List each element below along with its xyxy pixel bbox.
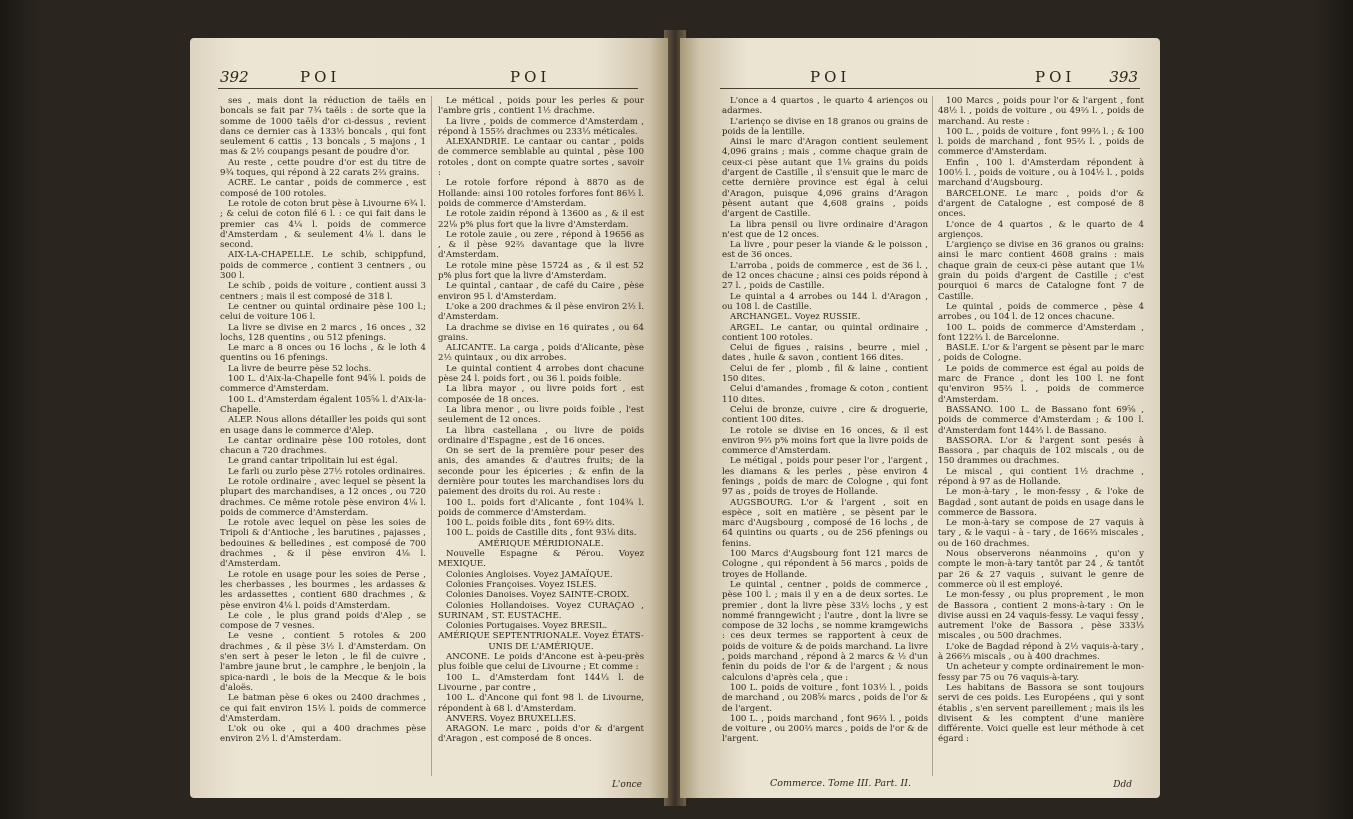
paragraph: Colonies Angloises. Voyez JAMAÏQUE. (446, 569, 613, 580)
paragraph: L'ok ou oke , qui a 400 drachmes pèse environ 2½ l. d'Amsterdam. (220, 724, 426, 745)
paragraph: La libra pensil ou livre ordinaire d'Aragon n'est que de 12 onces. (722, 219, 928, 240)
paragraph: 100 L. poids de voiture , font 103½ l. , poids de marchand , ou 208⅝ marcs , poids de l'or & de l'argent. (722, 682, 928, 714)
paragraph: Nous observerons néanmoins , qu'on y compte le mon-à-tary tantôt par 24 , & tantôt par 26 & 27 vaquis , suivant le genre de commerce où il est employé. (938, 549, 1144, 590)
right-running-head-1: POI (810, 68, 851, 86)
paragraph: La livre , poids de commerce d'Amsterdam , répond à 155⅔ drachmes ou 233⅓ méticales. (438, 116, 644, 137)
paragraph: Le vesne , contient 5 rotoles & 200 drachmes , & il pèse 3½ l. d'Amsterdam. On s'en sert à peser le leton , le fil de cuivre , l'ambre jaune brut , le camphre , le benjoin , la spica-nardi , le bois de la Mecque & le bois d'aloës. (220, 631, 426, 693)
right-footer: Commerce. Tome III. Part. II. (770, 778, 911, 789)
paragraph: 100 Marcs , poids pour l'or & l'argent , font 48½ l. , poids de voiture , ou 49⅔ l. , poids de marchand. Au reste : (938, 96, 1144, 127)
paragraph: La libra mayor , ou livre poids fort , est composée de 18 onces. (438, 384, 644, 405)
left-column-divider (431, 96, 432, 776)
paragraph: Le métical , poids pour les perles & pour l'ambre gris , contient 1½ drachme. (438, 96, 644, 117)
left-column-1 (220, 96, 426, 745)
paragraph: On se sert de la première pour peser des anis, des amandes & d'autres fruits; de la seconde pour les épiceries ; & enfin de la dernière pour toutes les marchandises lors du paiement des droits du roi. Au reste : (438, 446, 644, 498)
paragraph: L'once de 4 quartos , & le quarto de 4 argienços. (938, 219, 1144, 240)
paragraph: AIX-LA-CHAPELLE. Le schib, schippfund, poids de commerce , contient 3 centners , ou 300 l. (220, 250, 426, 282)
paragraph: Colonies Portugaises. Voyez BRESIL. (446, 621, 608, 632)
paragraph: La libra menor , ou livre poids foible , l'est seulement de 12 onces. (438, 404, 644, 426)
paragraph: L'oke de Bagdad répond à 2½ vaquis-à-tary , à 266⅔ miscals , ou à 400 drachmes. (938, 641, 1144, 663)
paragraph: Celui de figues , raisins , beurre , miel , dates , huile & savon , contient 166 dites. (722, 343, 928, 364)
paragraph: ARGEL. Le cantar, ou quintal ordinaire , contient 100 rotoles. (722, 322, 928, 343)
paragraph: ALEP. Nous allons détailler les poids qui sont en usage dans le commerce d'Alep. (220, 415, 426, 436)
paragraph: L'once a 4 quartos , le quarto 4 arienços ou adarmes. (722, 96, 928, 117)
paragraph: Le quintal , centner , poids de commerce , pèse 100 l. ; mais il y en a de deux sortes. Le premier , dont la livre pèse 33½ lochs , y est nommé franngewicht ; l'autre , dont la livre se compose de 32 lochs , se nomme kramgewichs : ces deux termes se rapportent à ceux de poids de voiture & de poids marchand. La livre , poids marchand , répond à 2 marcs & ½ d'un fenin du poids de l'or & de l'argent ; & nous calculons d'après cela , que : (722, 579, 928, 683)
paragraph: ACRE. Le cantar , poids de commerce , est composé de 100 rotoles. (220, 178, 426, 199)
paragraph: La libra castellana , ou livre de poids ordinaire d'Espagne , est de 16 onces. (438, 425, 644, 446)
paragraph: AMÉRIQUE MÉRIDIONALE. (478, 538, 604, 549)
paragraph: ARCHANGEL. Voyez RUSSIE. (730, 312, 861, 323)
paragraph: 100 Marcs d'Augsbourg font 121 marcs de Cologne , qui répondent à 56 marcs , poids de troyes de Hollande. (722, 549, 928, 580)
paragraph: Au reste , cette poudre d'or est du titre de 9¾ toques, qui répond à 22 carats 2⅔ grains. (220, 157, 426, 179)
left-running-head-1: POI (300, 68, 341, 86)
paragraph: L'arroba , poids de commerce , est de 36 l. , de 12 onces chacune ; ainsi ces poids répond à 27 l. , poids de Castille. (722, 260, 928, 292)
paragraph: Le farli ou zurlo pèse 27½ rotoles ordinaires. (228, 466, 426, 477)
paragraph: BASSORA. L'or & l'argent sont pesés à Bassora , par chaquis de 102 miscals , ou de 150 drammes ou drachmes. (938, 435, 1144, 467)
right-page (680, 38, 1160, 798)
paragraph: Le grand cantar tripolitain lui est égal. (228, 456, 398, 467)
paragraph: Ainsi le marc d'Aragon contient seulement 4,096 grains ; mais , comme chaque grain de ceux-ci pèse autant que 1⅛ grains du poids d'argent de Castille , il s'ensuit que le marc de cette dernière province est égal à celui d'Aragon, puisque 4,096 grains d'Aragon pèsent autant que 4,608 grains , poids d'argent de Castille. (722, 137, 928, 220)
paragraph: Colonies Françoises. Voyez ISLES. (446, 579, 597, 590)
paragraph: 100 L. poids de Castille dits , font 93⅛ dits. (446, 528, 637, 539)
paragraph: ALEXANDRIE. Le cantaar ou cantar , poids de commerce semblable au quintal , pèse 100 rotoles , dont on compte quatre sortes , savoir : (438, 137, 644, 179)
paragraph: AMÉRIQUE SEPTENTRIONALE. Voyez ÉTATS-UNIS DE L'AMÉRIQUE. (438, 631, 644, 652)
left-running-head-2: POI (510, 68, 551, 86)
right-signature-mark: Ddd (1113, 780, 1132, 790)
paragraph: La drachme se divise en 16 quirates , ou 64 grains. (438, 322, 644, 343)
left-page-header (190, 68, 668, 90)
paragraph: 100 L. d'Ancone qui font 98 l. de Livourne, répondent à 68 l. d'Amsterdam. (438, 693, 644, 714)
paragraph: Le quintal contient 4 arrobes dont chacune pèse 24 l. poids fort , ou 36 l. poids foible. (438, 363, 644, 385)
paragraph: Le rotole de coton brut pèse à Livourne 6¾ l. ; & celui de coton filé 6 l. : ce qui fait dans le premier cas 4¼ l. poids de commerce d'Amsterdam , & seulement 4⅛ l. dans le second. (220, 198, 426, 251)
paragraph: Le marc a 8 onces ou 16 lochs , & le loth 4 quentins ou 16 pfenings. (220, 343, 426, 364)
right-column-2 (938, 96, 1144, 745)
right-column-1 (722, 96, 928, 745)
paragraph: La livre se divise en 2 marcs , 16 onces , 32 lochs, 128 quentins , ou 512 pfenings. (220, 322, 426, 343)
paragraph: 100 L. poids de commerce d'Amsterdam , font 122⅔ l. de Barcelonne. (938, 322, 1144, 343)
paragraph: Le cole , le plus grand poids d'Alep , se compose de 7 vesnes. (220, 610, 426, 632)
paragraph: Un acheteur y compte ordinairement le mon-fessy par 75 ou 76 vaquis-à-tary. (938, 662, 1144, 683)
paragraph: Le rotole ordinaire , avec lequel se pèsent la plupart des marchandises, a 12 onces , ou 720 drachmes. Ce même rotole pèse environ 4⅛ l. poids de commerce d'Amsterdam. (220, 476, 426, 518)
paragraph: Le centner ou quintal ordinaire pèse 100 l.; celui de voiture 106 l. (220, 301, 426, 323)
paragraph: Le métigal , poids pour peser l'or , l'argent , les diamans & les perles , pèse environ 4 fenings , poids de marc de Cologne , qui font 97 as , poids de troyes de Hollande. (722, 456, 928, 498)
paragraph: Le batman pèse 6 okes ou 2400 drachmes , ce qui fait environ 15½ l. poids de commerce d'Amsterdam. (220, 693, 426, 724)
paragraph: ALICANTE. La carga , poids d'Alicante, pèse 2½ quintaux , ou dix arrobes. (438, 343, 644, 364)
left-column-2 (438, 96, 644, 745)
paragraph: Le rotole zaidin répond à 13600 as , & il est 22⅛ p% plus fort que la livre d'Amsterdam. (438, 209, 644, 230)
paragraph: Celui d'amandes , fromage & coton , contient 110 dites. (722, 384, 928, 405)
paragraph: Le mon-à-tary , le mon-fessy , & l'oke de Bagdad , sont autant de poids en usage dans le commerce de Bassora. (938, 487, 1144, 518)
paragraph: 100 L. d'Amsterdam égalent 105⅝ l. d'Aix-la-Chapelle. (220, 394, 426, 415)
paragraph: Celui de bronze, cuivre , cire & droguerie, contient 100 dites. (722, 404, 928, 426)
paragraph: Le rotole forfore répond à 8870 as de Hollande: ainsi 100 rotoles forfores font 86½ l. poids de commerce d'Amsterdam. (438, 178, 644, 209)
paragraph: Colonies Hollandoises. Voyez CURAÇAO , SURINAM , ST. EUSTACHE. (438, 600, 644, 621)
paragraph: Le rotole zauie , ou zere , répond à 19656 as , & il pèse 92⅔ davantage que la livre d'Amsterdam. (438, 229, 644, 261)
paragraph: 100 L. d'Aix-la-Chapelle font 94⅝ l. poids de commerce d'Amsterdam. (220, 374, 426, 395)
paragraph: Le cantar ordinaire pèse 100 rotoles, dont chacun a 720 drachmes. (220, 435, 426, 457)
left-page-number: 392 (220, 68, 249, 86)
paragraph: BASLE. L'or & l'argent se pèsent par le marc , poids de Cologne. (938, 343, 1144, 364)
right-column-divider (932, 96, 933, 776)
paragraph: ARAGON. Le marc , poids d'or & d'argent d'Aragon , est composé de 8 onces. (438, 724, 644, 745)
paragraph: Les habitans de Bassora se sont toujours servi de ces poids. Les Européens , qui y sont établis , s'en servent pareillement ; mais ils les divisent & les comptent d'une manière différente. Voici quelle est leur méthode à cet égard : (938, 682, 1144, 745)
paragraph: Le miscal , qui contient 1½ drachme , répond à 97 as de Hollande. (938, 466, 1144, 487)
paragraph: La livre de beurre pèse 52 lochs. (228, 363, 372, 374)
paragraph: Le rotole se divise en 16 onces, & il est environ 9⅔ p% moins fort que la livre poids de commerce d'Amsterdam. (722, 425, 928, 457)
paragraph: BARCELONE. Le marc , poids d'or & d'argent de Catalogne , est composé de 8 onces. (938, 188, 1144, 220)
paragraph: ANVERS. Voyez BRUXELLES. (446, 713, 576, 724)
right-header-rule (720, 88, 1140, 89)
right-page-number: 393 (1109, 68, 1138, 86)
paragraph: ses , mais dont la réduction de taëls en boncals se fait par 7¾ taëls : de sorte que la somme de 1000 taëls d'or ci-dessus , revient dans ce dernier cas à 133½ boncals , qui font seulement 6 cattis , 13 boncals , 5 majons , 1 mas & 2½ coupangs pesant de poudre d'or. (220, 96, 426, 158)
paragraph: 100 L. poids foible dits , font 69⅔ dits. (446, 518, 615, 529)
paragraph: Le quintal , poids de commerce , pèse 4 arrobes , ou 104 l. de 12 onces chacune. (938, 301, 1144, 323)
paragraph: L'arienço se divise en 18 granos ou grains de poids de la lentille. (722, 116, 928, 137)
paragraph: 100 L. poids fort d'Alicante , font 104¾ l. poids de commerce d'Amsterdam. (438, 497, 644, 518)
paragraph: Le poids de commerce est égal au poids de marc de France , dont les 100 l. ne font qu'environ 95⅔ l. , poids de commerce d'Amsterdam. (938, 363, 1144, 405)
paragraph: L'argienço se divise en 36 granos ou grains: ainsi le marc contient 4608 grains : mais chaque grain de ceux-ci pèse autant que 1⅛ grain du poids d'argent de Castille ; c'est pourquoi 6 marcs de Catalogne font 7 de Castille. (938, 240, 1144, 302)
paragraph: Le quintal a 4 arrobes ou 144 l. d'Aragon , ou 108 l. de Castille. (722, 291, 928, 312)
paragraph: Le quintal , cantaar , de café du Caire , pèse environ 95 l. d'Amsterdam. (438, 281, 644, 302)
paragraph: Colonies Danoises. Voyez SAINTE-CROIX. (446, 590, 630, 601)
paragraph: BASSANO. 100 L. de Bassano font 69⅝ , poids de commerce d'Amsterdam ; & 100 l. d'Amsterdam font 144⅔ l. de Bassano. (938, 404, 1144, 436)
paragraph: Le mon-fessy , ou plus proprement , le mon de Bassora , contient 2 mons-à-tary : On le divise aussi en 24 vaquis-fessy. Le vaqui fessy , autrement l'oke de Bassora , pèse 333⅓ miscales , ou 500 drachmes. (938, 590, 1144, 642)
left-header-rule (218, 88, 638, 89)
paragraph: Enfin , 100 l. d'Amsterdam répondent à 100½ l. , poids de voiture , ou à 104½ l. , poids marchand d'Augsbourg. (938, 157, 1144, 189)
right-page-header (680, 68, 1160, 90)
paragraph: Le rotole en usage pour les soies de Perse , les cherbasses , les bourmes , les ardasses & les ardassettes , contient 680 drachmes , & pèse environ 4⅛ l. poids d'Amsterdam. (220, 569, 426, 611)
paragraph: 100 L. d'Amsterdam font 144⅓ l. de Livourne , par contre , (438, 672, 644, 693)
paragraph: ANCONE. Le poids d'Ancone est à-peu-près plus foible que celui de Livourne ; Et comme : (438, 652, 644, 673)
right-running-head-2: POI (1035, 68, 1076, 86)
paragraph: Le mon-à-tary se compose de 27 vaquis à tary , & le vaqui - à - tary , de 166⅔ miscales , ou de 160 drachmes. (938, 518, 1144, 549)
paragraph: L'oke a 200 drachmes & il pèse environ 2½ l. d'Amsterdam. (438, 301, 644, 323)
paragraph: Le rotole mine pèse 15724 as , & il est 52 p% plus fort que la livre d'Amsterdam. (438, 260, 644, 282)
left-catchword: L'once (611, 780, 642, 790)
paragraph: Nouvelle Espagne & Pérou. Voyez MEXIQUE. (438, 549, 644, 570)
paragraph: Celui de fer , plomb , fil & laine , contient 150 dites. (722, 363, 928, 385)
paragraph: AUGSBOURG. L'or & l'argent , soit en espèce , soit en matière , se pèsent par le marc d'Augsbourg , composé de 16 lochs , de 64 quintins ou quarts , ou de 256 pfenings ou fenins. (722, 497, 928, 549)
left-page (190, 38, 668, 798)
paragraph: 100 L. , poids marchand , font 96⅔ l. , poids de voiture , ou 200⅔ marcs , poids de l'or & de l'argent. (722, 713, 928, 745)
paragraph: Le rotole avec lequel on pèse les soies de Tripoli & d'Antioche , les barutines , pajasses , bedouines & belledines , est composé de 700 drachmes , & il pèse environ 4⅛ l. d'Amsterdam. (220, 518, 426, 570)
paragraph: Le schib , poids de voiture , contient aussi 3 centners ; mais il est composé de 318 l. (220, 281, 426, 302)
paragraph: La livre , pour peser la viande & le poisson , est de 36 onces. (722, 240, 928, 261)
paragraph: 100 L. , poids de voiture , font 99⅔ l. ; & 100 l. poids de marchand , font 95⅔ l. , poids de commerce d'Amsterdam. (938, 126, 1144, 158)
